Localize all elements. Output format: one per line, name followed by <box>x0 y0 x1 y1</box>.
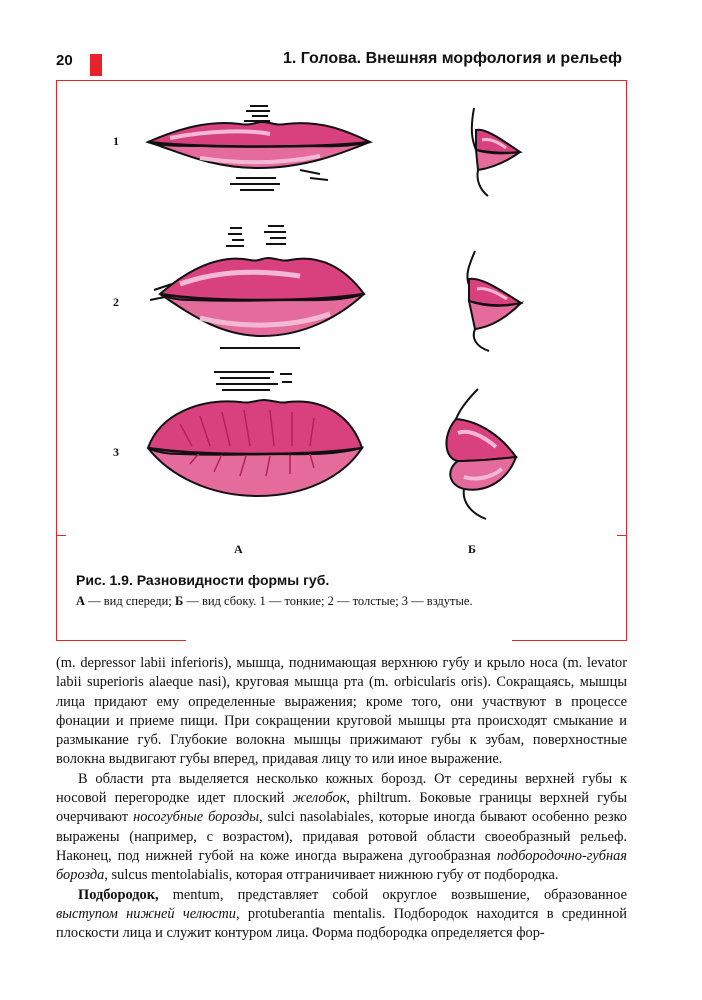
term-philtrum: желобок <box>292 790 347 807</box>
page-number: 20 <box>56 52 73 69</box>
term-chin: Подбородок, <box>78 886 159 903</box>
row-label-3: 3 <box>113 445 119 459</box>
paragraph-3 <box>56 886 627 944</box>
lips-thick-front-drawing <box>140 218 380 358</box>
lips-thin-side-drawing <box>462 100 532 200</box>
figure-frame-bottom-right <box>512 640 627 641</box>
figure-frame-tick-right <box>617 535 627 536</box>
lips-puffed-side-drawing <box>438 385 528 525</box>
lips-thin-front-drawing <box>140 98 380 198</box>
row-label-1: 1 <box>113 134 119 148</box>
figure-caption-title: Рис. 1.9. Разновидности формы губ. <box>76 572 330 588</box>
caption-text-a: — вид спереди; <box>85 594 175 608</box>
paragraph-2-text: , philtrum. Боковые границы верхней губы очерчивают <box>56 790 627 826</box>
row-label-2: 2 <box>113 295 119 309</box>
lips-puffed-front-drawing <box>130 364 380 514</box>
column-label-b: Б <box>468 542 476 556</box>
figure-caption-body <box>76 594 473 609</box>
lips-thick-side-drawing <box>455 245 535 355</box>
paragraph-2-text: , sulcus mentolabialis, которая отграничивает нижнюю губу от подбородка. <box>104 867 559 884</box>
paragraph-1: (m. depressor labii inferioris), мышца, поднимающая верхнюю губу и крыло носа (m. levator labii superioris alaeque nasi), круговая мышца рта (m. orbicularis oris). Сокращаясь, мышцы лица придают ему определенные выражения; кроме того, они участвуют в процессе фонации и приеме пищи. При сокращении круговой мышцы рта происходят смыкание и размыкание губ. Глубокие волокна мышцы прижимают губы к зубам, поверхностные волокна выдвигают губы вперед, придавая лицу то или иное выражение. <box>56 655 627 768</box>
term-mentolabial: подбородочно-губная борозда <box>56 847 627 884</box>
body-text <box>56 654 627 943</box>
caption-label-b: Б <box>174 594 184 608</box>
red-tab-marker <box>90 54 102 76</box>
figure-frame-right <box>626 80 627 640</box>
figure-frame-tick-left <box>56 535 66 536</box>
figure-frame-bottom-left <box>56 640 186 641</box>
caption-text-b: — вид сбоку. 1 — тонкие; 2 — толстые; 3 — вздутые. <box>183 594 473 608</box>
caption-label-a: А <box>76 594 86 608</box>
paragraph-2-text: , sulci nasolabiales, которые иногда бывают особенно резко выражены (например, с возрастом), придавая ротовой области своеобразный рельеф. Наконец, под нижней губой на коже иногда выражена дугообразная <box>56 809 627 864</box>
running-title: 1. Голова. Внешняя морфология и рельеф <box>282 50 622 67</box>
figure-frame-top <box>56 80 627 81</box>
term-mandible-protuberance: выступом нижней челюсти <box>56 905 237 922</box>
column-label-a: А <box>234 542 243 556</box>
paragraph-2 <box>56 770 627 886</box>
paragraph-2-text: В области рта выделяется несколько кожных борозд. От середины верхней губы к носовой перегородке идет плоский <box>56 770 627 807</box>
paragraph-3-text: , protuberantia mentalis. Подбородок находится в срединной плоскости лица и служит контуром лица. Форма подбородка определяется фор- <box>56 905 627 942</box>
paragraph-3-text: mentum, представляет собой округлое возвышение, образованное <box>158 886 627 903</box>
figure-frame-left <box>56 80 57 640</box>
term-nasolabial: носогубные борозды <box>133 809 260 826</box>
